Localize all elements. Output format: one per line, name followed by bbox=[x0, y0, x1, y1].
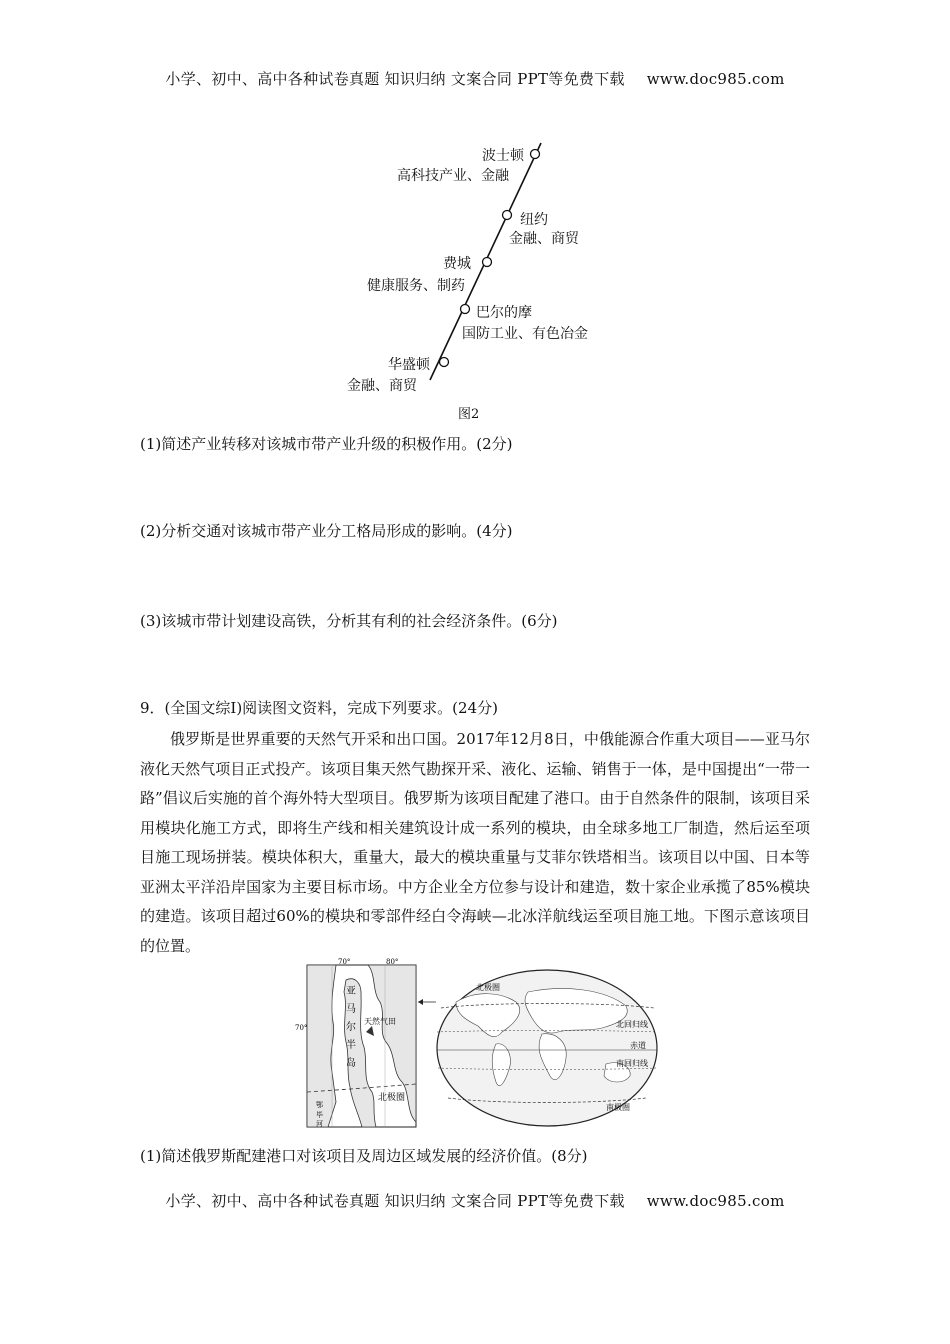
question-8-2: (2)分析交通对该城市带产业分工格局形成的影响。(4分) bbox=[140, 522, 513, 540]
passage-text: 俄罗斯是世界重要的天然气开采和出口国。2017年12月8日，中俄能源合作重大项目——亚马尔液化天然气项目正式投产。该项目集天然气勘探开采、液化、运输、销售于一体，是中国提出“一带一路”倡议后实施的首个海外特大型项目。俄罗斯为该项目配建了港口。由于自然条件的限制，该项目采用模块化施工方式，即将生产线和相关建筑设计成一系列的模块，由全球多地工厂制造，然后运至项目施工现场拼装。模块体积大，重量大，最大的模块重量与艾菲尔铁塔相当。该项目以中国、日本等亚洲太平洋沿岸国家为主要目标市场。中方企业全方位参与设计和建造，数十家企业承揽了85%模块的建造。该项目超过60%的模块和零部件经白令海峡—北冰洋航线运至项目施工地。下图示意该项目的位置。 bbox=[140, 730, 810, 955]
inset-river-char-1: 鄂 bbox=[316, 1101, 323, 1109]
header-url[interactable]: www.doc985.com bbox=[646, 70, 785, 88]
city-marker-baltimore bbox=[461, 305, 470, 314]
figure-2-city-belt bbox=[330, 135, 630, 425]
city-marker-philadelphia bbox=[483, 258, 492, 267]
inset-lon-80: 80° bbox=[386, 958, 399, 966]
city-marker-washington bbox=[440, 358, 449, 367]
inset-lat-70: 70° bbox=[295, 1024, 308, 1032]
world-equator-label: 赤道 bbox=[630, 1041, 646, 1050]
city-industry-washington: 金融、商贸 bbox=[347, 378, 417, 394]
question-9-passage bbox=[140, 725, 810, 961]
inset-peninsula-char-2: 马 bbox=[346, 1004, 356, 1015]
world-antarctic-circle-label: 南极圈 bbox=[606, 1103, 630, 1112]
inset-peninsula-char-5: 岛 bbox=[346, 1058, 356, 1069]
city-industry-philadelphia: 健康服务、制药 bbox=[367, 278, 465, 294]
footer-url[interactable]: www.doc985.com bbox=[646, 1192, 785, 1210]
page-header bbox=[0, 68, 950, 89]
world-tropic-cancer-label: 北回归线 bbox=[616, 1020, 648, 1029]
inset-arctic-circle-label: 北极圈 bbox=[378, 1093, 406, 1103]
header-text: 小学、初中、高中各种试卷真题 知识归纳 文案合同 PPT等免费下载 bbox=[165, 70, 625, 88]
question-8-3: (3)该城市带计划建设高铁，分析其有利的社会经济条件。(6分) bbox=[140, 612, 558, 630]
question-9-1: (1)简述俄罗斯配建港口对该项目及周边区域发展的经济价值。(8分) bbox=[140, 1147, 588, 1165]
inset-gas-field-label: 天然气田 bbox=[364, 1017, 396, 1026]
city-name-baltimore: 巴尔的摩 bbox=[476, 305, 532, 321]
inset-river-char-2: 毕 bbox=[316, 1111, 323, 1119]
city-marker-newyork bbox=[503, 211, 512, 220]
city-industry-baltimore: 国防工业、有色冶金 bbox=[462, 326, 588, 342]
city-name-boston: 波士顿 bbox=[482, 148, 524, 164]
city-industry-newyork: 金融、商贸 bbox=[509, 231, 579, 247]
world-map bbox=[437, 970, 657, 1126]
location-map bbox=[295, 958, 658, 1130]
question-8-1: (1)简述产业转移对该城市带产业升级的积极作用。(2分) bbox=[140, 435, 513, 453]
world-tropic-capricorn-label: 南回归线 bbox=[616, 1059, 648, 1068]
city-industry-boston: 高科技产业、金融 bbox=[397, 168, 509, 184]
inset-lon-70: 70° bbox=[338, 958, 351, 966]
inset-peninsula-char-4: 半 bbox=[346, 1040, 356, 1051]
inset-map-yamal bbox=[295, 958, 416, 1128]
figure-caption: 图2 bbox=[458, 407, 480, 422]
inset-peninsula-char-1: 亚 bbox=[346, 986, 356, 997]
inset-river-char-3: 河 bbox=[316, 1120, 323, 1128]
footer-text: 小学、初中、高中各种试卷真题 知识归纳 文案合同 PPT等免费下载 bbox=[165, 1192, 625, 1210]
city-name-philadelphia: 费城 bbox=[443, 256, 471, 272]
question-9-title: 9．(全国文综Ⅰ)阅读图文资料，完成下列要求。(24分) bbox=[140, 699, 498, 717]
city-marker-boston bbox=[531, 150, 540, 159]
city-name-washington: 华盛顿 bbox=[388, 357, 430, 373]
page-footer bbox=[0, 1190, 950, 1211]
inset-peninsula-char-3: 尔 bbox=[346, 1022, 356, 1033]
world-arctic-circle-label: 北极圈 bbox=[476, 983, 500, 992]
city-name-newyork: 纽约 bbox=[520, 212, 548, 228]
